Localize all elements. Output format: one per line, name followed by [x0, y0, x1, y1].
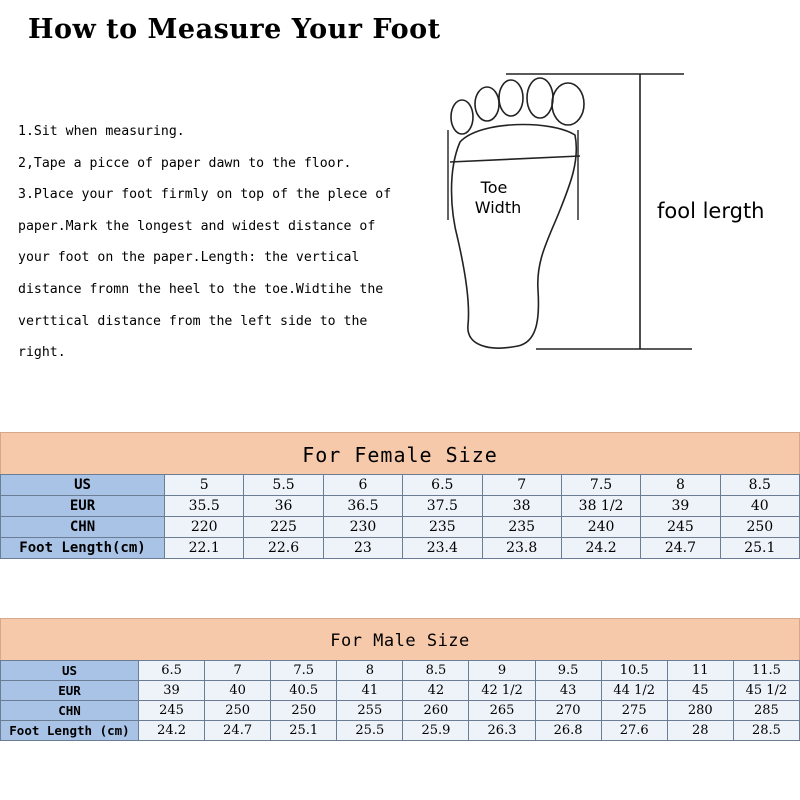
row-header: US — [1, 475, 165, 496]
table-cell: 40 — [720, 496, 799, 517]
table-cell: 260 — [403, 701, 469, 721]
page-title: How to Measure Your Foot — [28, 14, 441, 45]
table-row — [1, 701, 800, 721]
table-cell: 24.7 — [641, 538, 720, 559]
instruction-line: verttical distance from the left side to the — [18, 313, 368, 329]
toe-label: Toe — [480, 178, 508, 197]
table-cell: 23 — [323, 538, 402, 559]
table-cell: 38 — [482, 496, 561, 517]
table-cell: 7 — [482, 475, 561, 496]
table-cell: 6.5 — [139, 661, 205, 681]
table-cell: 285 — [733, 701, 799, 721]
row-header: EUR — [1, 496, 165, 517]
table-cell: 36 — [244, 496, 323, 517]
table-cell: 8 — [337, 661, 403, 681]
table-cell: 250 — [205, 701, 271, 721]
toe-outline — [552, 83, 584, 125]
row-header: US — [1, 661, 139, 681]
table-row — [1, 517, 800, 538]
table-cell: 7.5 — [561, 475, 640, 496]
table-cell: 5 — [165, 475, 244, 496]
table-cell: 28.5 — [733, 721, 799, 741]
table-cell: 240 — [561, 517, 640, 538]
table-cell: 9 — [469, 661, 535, 681]
instruction-line: your foot on the paper.Length: the vertical — [18, 250, 360, 266]
table-cell: 38 1/2 — [561, 496, 640, 517]
table-cell: 28 — [667, 721, 733, 741]
table-cell: 265 — [469, 701, 535, 721]
table-cell: 22.1 — [165, 538, 244, 559]
table-cell: 42 1/2 — [469, 681, 535, 701]
table-cell: 24.7 — [205, 721, 271, 741]
toe-outline — [475, 87, 499, 121]
table-cell: 25.9 — [403, 721, 469, 741]
table-cell: 280 — [667, 701, 733, 721]
table-cell: 27.6 — [601, 721, 667, 741]
row-header: EUR — [1, 681, 139, 701]
table-cell: 8.5 — [403, 661, 469, 681]
table-cell: 7.5 — [271, 661, 337, 681]
table-cell: 11.5 — [733, 661, 799, 681]
table-cell: 235 — [482, 517, 561, 538]
table-cell: 225 — [244, 517, 323, 538]
instruction-line: distance fromn the heel to the toe.Widtihe the — [18, 281, 384, 297]
instruction-line: 2,Tape a picce of paper dawn to the floor. — [18, 155, 352, 171]
table-cell: 35.5 — [165, 496, 244, 517]
foot-diagram — [440, 60, 800, 370]
male-size-chart — [0, 618, 800, 741]
table-cell: 43 — [535, 681, 601, 701]
measuring-instructions — [18, 116, 448, 369]
table-cell: 275 — [601, 701, 667, 721]
table-cell: 230 — [323, 517, 402, 538]
table-cell: 25.1 — [720, 538, 799, 559]
table-cell: 40 — [205, 681, 271, 701]
instruction-line: paper.Mark the longest and widest distance of — [18, 218, 376, 234]
table-cell: 245 — [641, 517, 720, 538]
table-cell: 45 1/2 — [733, 681, 799, 701]
table-cell: 10.5 — [601, 661, 667, 681]
male-size-table — [0, 660, 800, 741]
table-row — [1, 496, 800, 517]
table-cell: 23.4 — [403, 538, 482, 559]
table-cell: 24.2 — [561, 538, 640, 559]
toe-outlines — [451, 78, 584, 134]
table-cell: 270 — [535, 701, 601, 721]
table-cell: 6 — [323, 475, 402, 496]
table-cell: 45 — [667, 681, 733, 701]
male-chart-title: For Male Size — [0, 618, 800, 660]
width-label: Width — [474, 198, 522, 217]
table-cell: 8 — [641, 475, 720, 496]
foot-length-label: fool lergth — [657, 199, 765, 223]
table-cell: 39 — [139, 681, 205, 701]
table-cell: 245 — [139, 701, 205, 721]
table-cell: 23.8 — [482, 538, 561, 559]
table-cell: 11 — [667, 661, 733, 681]
toe-outline — [527, 78, 553, 118]
row-header: CHN — [1, 701, 139, 721]
table-row — [1, 661, 800, 681]
toe-outline — [499, 80, 523, 116]
row-header: Foot Length(cm) — [1, 538, 165, 559]
table-cell: 36.5 — [323, 496, 402, 517]
table-row — [1, 538, 800, 559]
instruction-line: 3.Place your foot firmly on top of the plece of — [18, 187, 392, 203]
row-header: CHN — [1, 517, 165, 538]
table-cell: 26.8 — [535, 721, 601, 741]
table-cell: 235 — [403, 517, 482, 538]
table-cell: 7 — [205, 661, 271, 681]
table-cell: 24.2 — [139, 721, 205, 741]
table-cell: 25.5 — [337, 721, 403, 741]
table-cell: 40.5 — [271, 681, 337, 701]
table-cell: 42 — [403, 681, 469, 701]
table-cell: 250 — [271, 701, 337, 721]
foot-outline — [452, 125, 577, 349]
female-size-table — [0, 474, 800, 559]
table-cell: 6.5 — [403, 475, 482, 496]
instruction-line: 1.Sit when measuring. — [18, 124, 185, 139]
table-cell: 25.1 — [271, 721, 337, 741]
table-cell: 9.5 — [535, 661, 601, 681]
female-chart-title: For Female Size — [0, 432, 800, 474]
toe-width-line — [450, 156, 580, 162]
table-cell: 5.5 — [244, 475, 323, 496]
table-cell: 8.5 — [720, 475, 799, 496]
female-size-chart — [0, 432, 800, 559]
table-cell: 250 — [720, 517, 799, 538]
row-header: Foot Length (cm) — [1, 721, 139, 741]
table-cell: 26.3 — [469, 721, 535, 741]
table-cell: 37.5 — [403, 496, 482, 517]
table-row — [1, 721, 800, 741]
table-row — [1, 681, 800, 701]
instruction-line: right. — [18, 345, 66, 361]
table-cell: 255 — [337, 701, 403, 721]
table-cell: 22.6 — [244, 538, 323, 559]
table-cell: 44 1/2 — [601, 681, 667, 701]
big-toe-outline — [451, 100, 473, 134]
table-cell: 41 — [337, 681, 403, 701]
table-row — [1, 475, 800, 496]
table-cell: 220 — [165, 517, 244, 538]
table-cell: 39 — [641, 496, 720, 517]
